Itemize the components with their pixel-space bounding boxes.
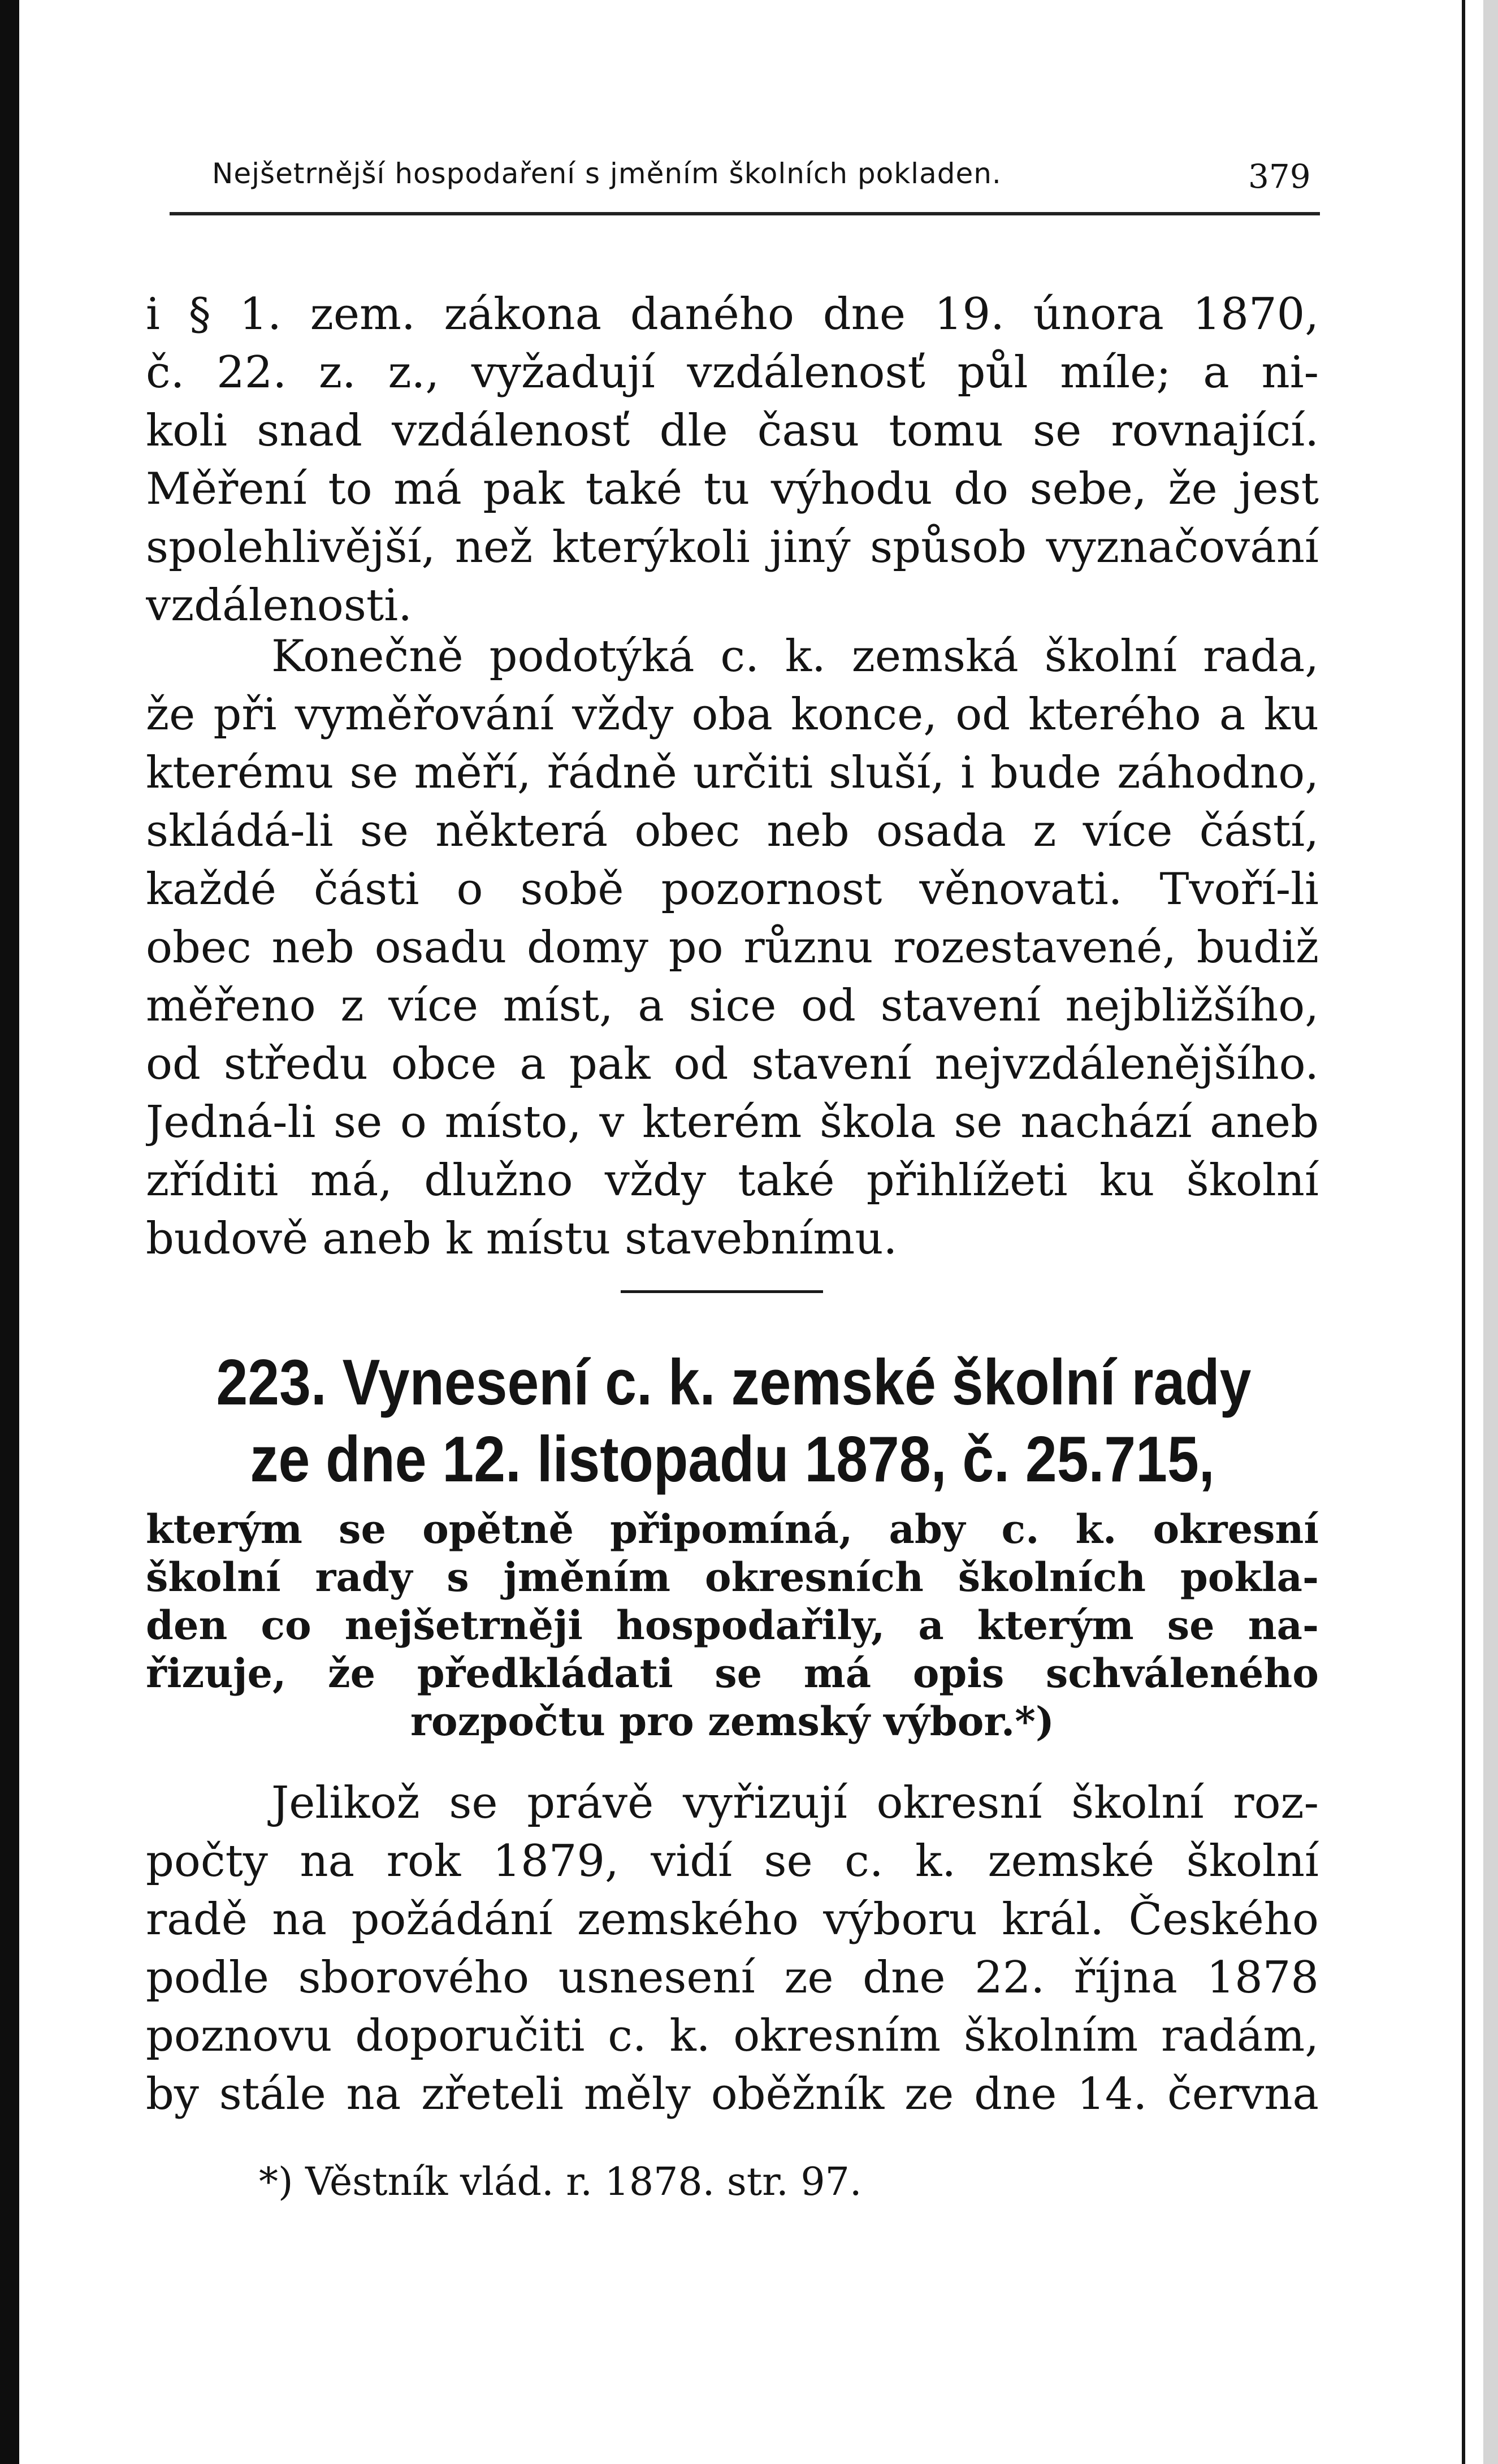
text-line: č. 22. z. z., vyžadují vzdálenosť půl míle; a ni- (146, 347, 1319, 398)
text-line: počty na rok 1879, vidí se c. k. zemské školní (146, 1836, 1319, 1887)
text-line: podle sborového usnesení ze dne 22. října 1878 (146, 1952, 1319, 2003)
summary-line: rozpočtu pro zemský výbor.*) (410, 1698, 1054, 1745)
summary-line: kterým se opětně připomíná, aby c. k. okresní (146, 1506, 1319, 1553)
text-line: že při vyměřování vždy oba konce, od kterého a ku (146, 689, 1319, 740)
summary-line: den co nejšetrněji hospodařily, a kterým se na- (146, 1602, 1319, 1649)
text-line: vzdálenosti. (146, 580, 413, 631)
text-line: měřeno z více míst, a sice od stavení nejbližšího, (146, 980, 1319, 1031)
text-line: obec neb osadu domy po různu rozestavené, budiž (146, 922, 1319, 973)
text-line: Měření to má pak také tu výhodu do sebe, že jest (146, 464, 1319, 515)
summary-line: řizuje, že předkládati se má opis schváleného (146, 1650, 1319, 1697)
text-line: od středu obce a pak od stavení nejvzdálenějšího. (146, 1039, 1319, 1090)
page-number: 379 (1248, 157, 1311, 196)
section-summary (146, 1505, 1319, 1745)
paragraph-3 (146, 1774, 1319, 2124)
header-rule (170, 212, 1320, 215)
text-line: budově aneb k místu stavebnímu. (146, 1213, 898, 1264)
text-line: poznovu doporučiti c. k. okresním školním radám, (146, 2011, 1319, 2061)
section-heading (216, 1345, 1252, 1498)
text-line: skládá-li se některá obec neb osada z více částí, (146, 806, 1319, 857)
text-line: Konečně podotýká c. k. zemská školní rada, (271, 631, 1319, 682)
text-line: každé části o sobě pozornost věnovati. Tvoří-li (146, 864, 1319, 915)
text-line: kterému se měří, řádně určiti sluší, i bude záhodno, (146, 747, 1319, 798)
running-title: Nejšetrnější hospodaření s jměním školních pokladen. (212, 157, 1002, 190)
text-line: i § 1. zem. zákona daného dne 19. února 1870, (146, 289, 1319, 340)
text-line: spolehlivější, než kterýkoli jiný spůsob vyznačování (146, 522, 1319, 573)
text-line: Jedná-li se o místo, v kterém škola se nachází aneb (146, 1097, 1319, 1148)
section-divider (621, 1290, 823, 1293)
text-line: by stále na zřeteli měly oběžník ze dne 14. června (146, 2069, 1319, 2120)
paragraph-1 (146, 286, 1319, 635)
summary-line: školní rady s jměním okresních školních pokla- (146, 1554, 1319, 1601)
text-line: radě na požádání zemského výboru král. Českého (146, 1894, 1319, 1945)
paragraph-2 (146, 628, 1319, 1268)
heading-line: 223. Vynesení c. k. zemské školní rady (216, 1347, 1252, 1419)
heading-line: ze dne 12. listopadu 1878, č. 25.715, (250, 1424, 1215, 1495)
text-line: zříditi má, dlužno vždy také přihlížeti ku školní (146, 1155, 1319, 1206)
footnote: *) Věstník vlád. r. 1878. str. 97. (259, 2160, 862, 2204)
text-line: Jelikož se právě vyřizují okresní školní roz- (271, 1778, 1319, 1828)
text-line: koli snad vzdálenosť dle času tomu se rovnající. (146, 405, 1319, 456)
